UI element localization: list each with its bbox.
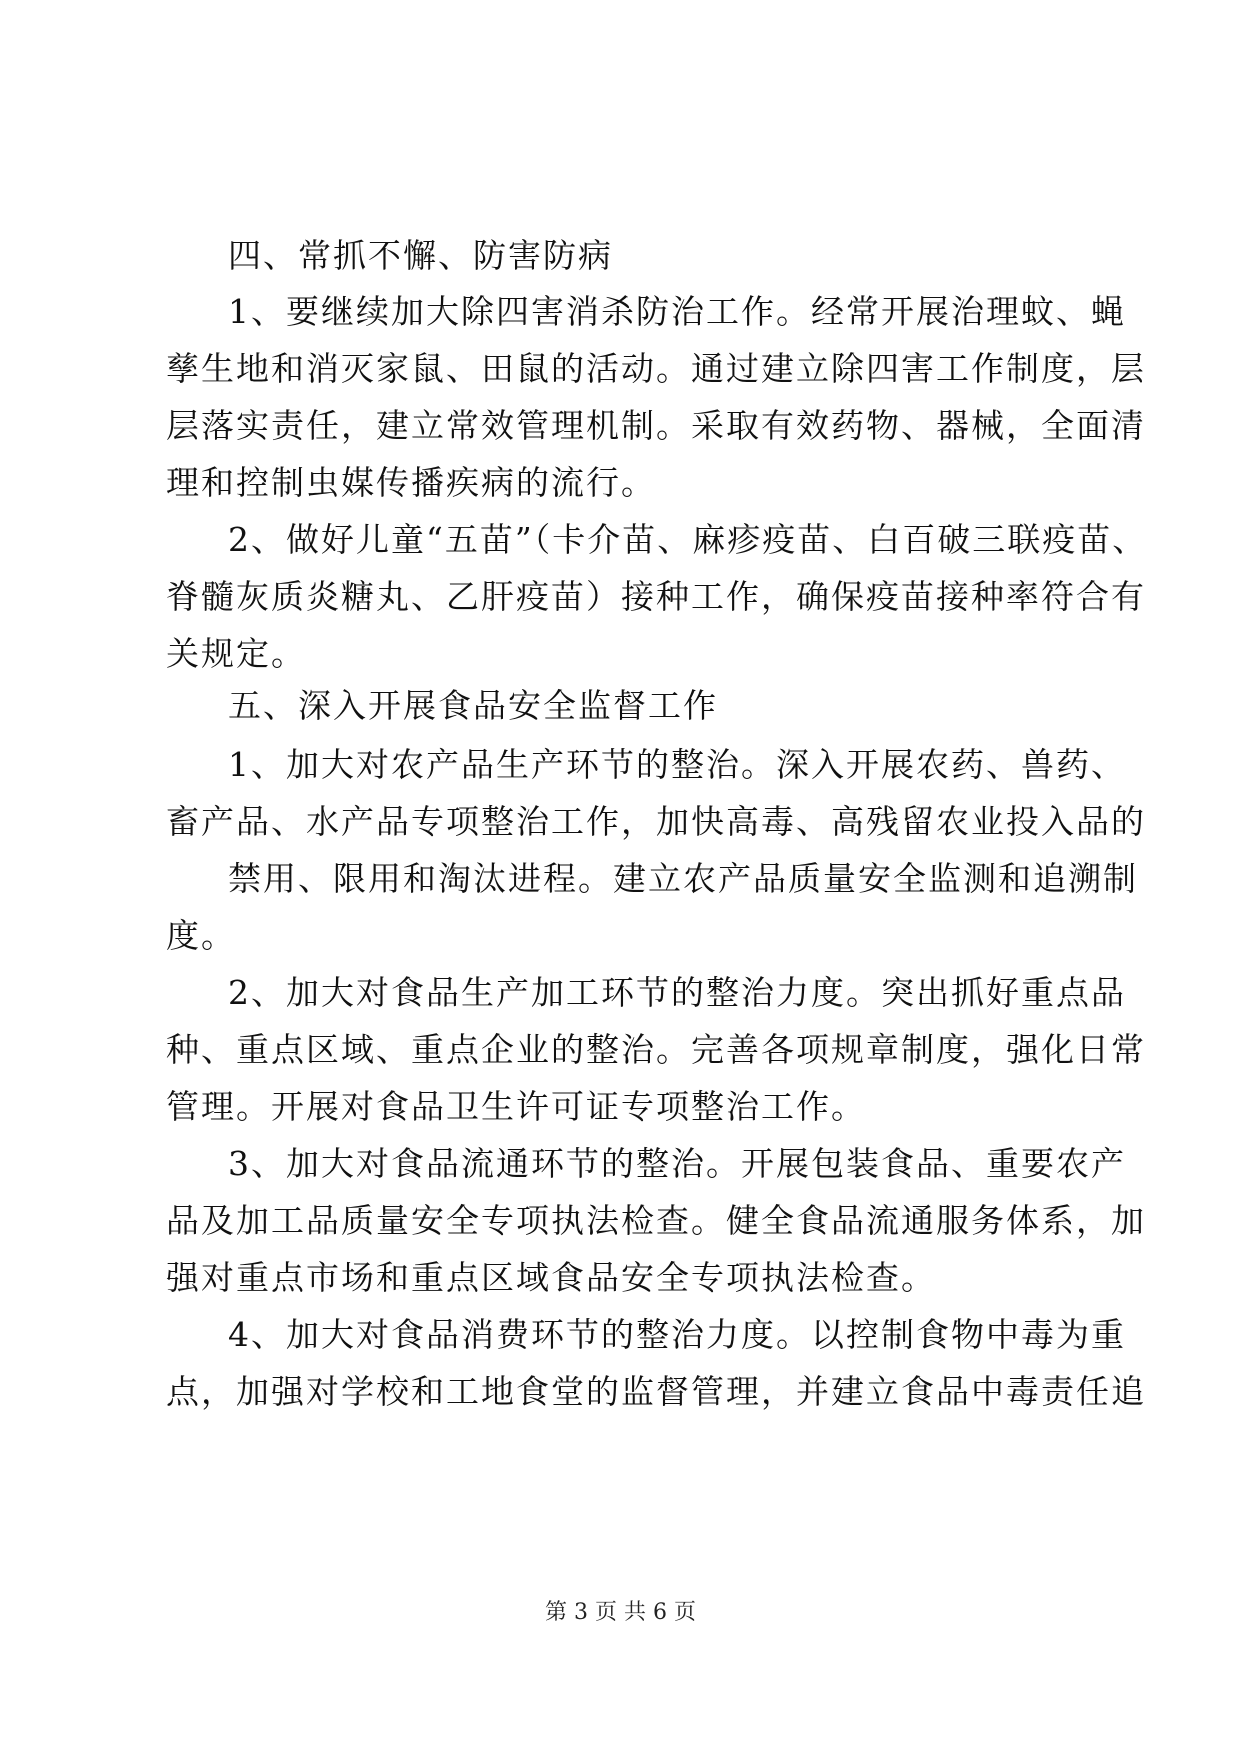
paragraph-line: 点，加强对学校和工地食堂的监督管理，并建立食品中毒责任追 [166, 1372, 1146, 1411]
paragraph-line: 种、重点区域、重点企业的整治。完善各项规章制度，强化日常 [166, 1030, 1146, 1069]
paragraph-line: 3、加大对食品流通环节的整治。开展包装食品、重要农产 [228, 1144, 1126, 1183]
paragraph-line: 2、加大对食品生产加工环节的整治力度。突出抓好重点品 [228, 973, 1126, 1012]
paragraph-line: 度。 [166, 916, 236, 955]
paragraph-line: 关规定。 [166, 634, 306, 673]
paragraph-line: 管理。开展对食品卫生许可证专项整治工作。 [166, 1087, 866, 1126]
paragraph-line: 禁用、限用和淘汰进程。建立农产品质量安全监测和追溯制 [228, 859, 1138, 898]
paragraph-line: 4、加大对食品消费环节的整治力度。以控制食物中毒为重 [228, 1315, 1126, 1354]
paragraph-line: 1、要继续加大除四害消杀防治工作。经常开展治理蚊、蝇 [228, 292, 1126, 331]
paragraph-line: 2、做好儿童“五苗”（卡介苗、麻疹疫苗、白百破三联疫苗、 [228, 520, 1148, 559]
paragraph-line: 脊髓灰质炎糖丸、乙肝疫苗）接种工作，确保疫苗接种率符合有 [166, 577, 1146, 616]
paragraph-line: 层落实责任，建立常效管理机制。采取有效药物、器械，全面清 [166, 406, 1146, 445]
paragraph-line: 强对重点市场和重点区域食品安全专项执法检查。 [166, 1258, 936, 1297]
paragraph-line: 孳生地和消灭家鼠、田鼠的活动。通过建立除四害工作制度，层 [166, 349, 1146, 388]
paragraph-line: 1、加大对农产品生产环节的整治。深入开展农药、兽药、 [228, 745, 1126, 784]
paragraph-line: 品及加工品质量安全专项执法检查。健全食品流通服务体系，加 [166, 1201, 1146, 1240]
page-footer: 第 3 页 共 6 页 [545, 1600, 696, 1625]
section-heading: 四、常抓不懈、防害防病 [228, 236, 613, 275]
paragraph-line: 理和控制虫媒传播疾病的流行。 [166, 463, 656, 502]
section-heading: 五、深入开展食品安全监督工作 [228, 686, 718, 725]
paragraph-line: 畜产品、水产品专项整治工作，加快高毒、高残留农业投入品的 [166, 802, 1146, 841]
